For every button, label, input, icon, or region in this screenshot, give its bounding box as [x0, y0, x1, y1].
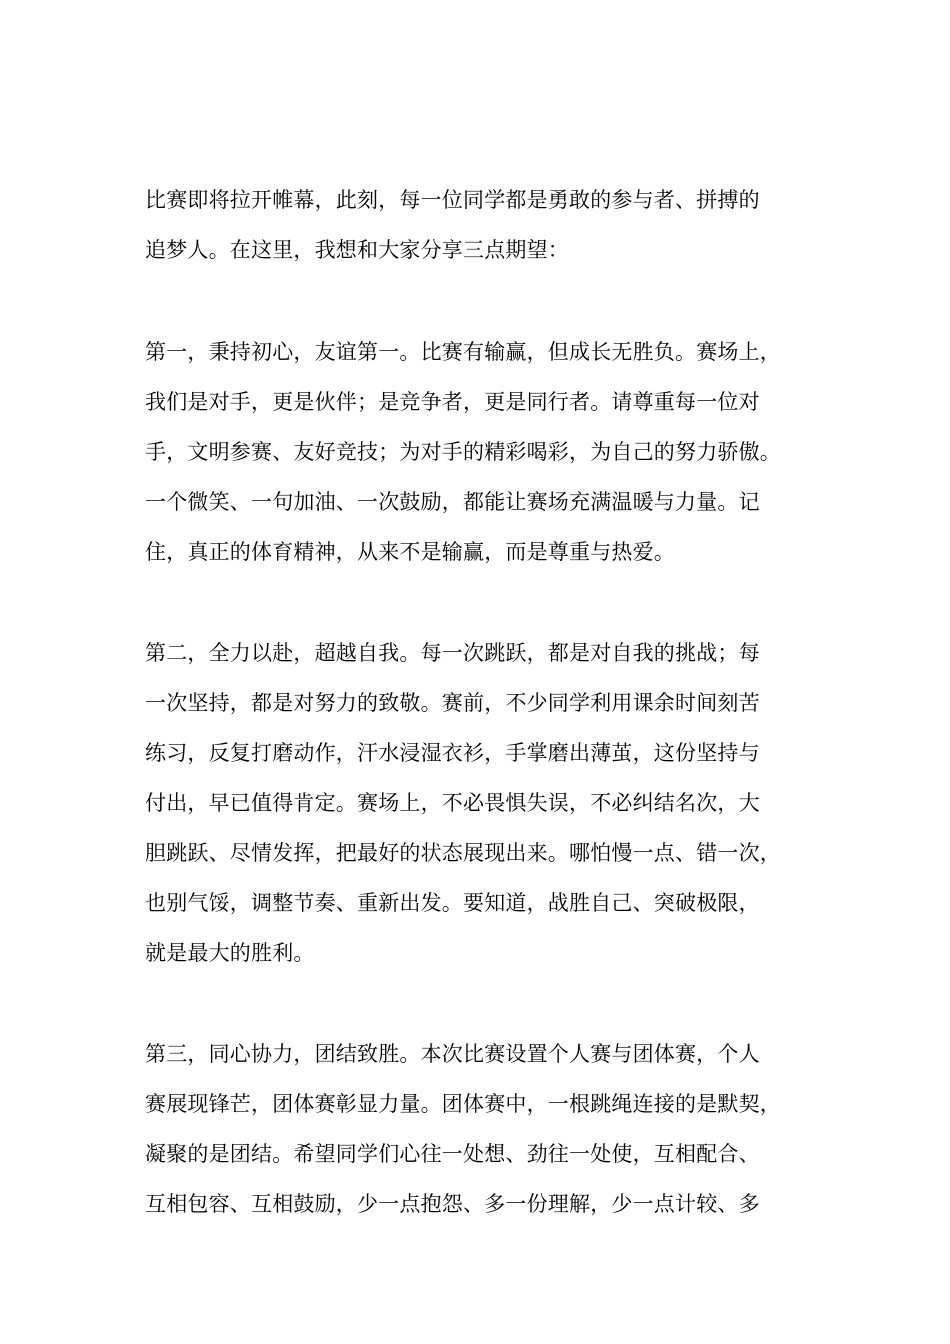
text-line: 一次坚持，都是对努力的致敬。赛前，不少同学利用课余时间刻苦 [145, 691, 760, 715]
paragraph-point-one [145, 327, 825, 577]
paragraph-intro [145, 175, 825, 275]
text-line: 凝聚的是团结。希望同学们心往一处想、劲往一处使，互相配合、 [145, 1142, 760, 1166]
text-line: 第二，全力以赴，超越自我。每一次跳跃，都是对自我的挑战；每 [145, 641, 760, 665]
text-line: 胆跳跃、尽情发挥，把最好的状态展现出来。哪怕慢一点、错一次， [145, 841, 781, 865]
text-line: 就是最大的胜利。 [145, 941, 315, 965]
text-line: 也别气馁，调整节奏、重新出发。要知道，战胜自己、突破极限， [145, 891, 760, 915]
text-line: 追梦人。在这里，我想和大家分享三点期望： [145, 238, 569, 262]
text-line: 比赛即将拉开帷幕，此刻，每一位同学都是勇敢的参与者、拼搏的 [145, 188, 760, 212]
text-line: 一个微笑、一句加油、一次鼓励，都能让赛场充满温暖与力量。记 [145, 490, 760, 514]
text-line: 手，文明参赛、友好竞技；为对手的精彩喝彩，为自己的努力骄傲。 [145, 440, 781, 464]
paragraph-point-three [145, 1029, 825, 1229]
text-line: 我们是对手，更是伙伴；是竞争者，更是同行者。请尊重每一位对 [145, 390, 760, 414]
text-line: 互相包容、互相鼓励，少一点抱怨、多一份理解，少一点计较、多 [145, 1192, 760, 1216]
text-line: 练习，反复打磨动作，汗水浸湿衣衫，手掌磨出薄茧，这份坚持与 [145, 741, 760, 765]
text-line: 第一，秉持初心，友谊第一。比赛有输赢，但成长无胜负。赛场上， [145, 340, 781, 364]
paragraph-point-two [145, 628, 825, 978]
text-line: 第三，同心协力，团结致胜。本次比赛设置个人赛与团体赛，个人 [145, 1042, 760, 1066]
text-line: 住，真正的体育精神，从来不是输赢，而是尊重与热爱。 [145, 540, 675, 564]
text-line: 付出，早已值得肯定。赛场上，不必畏惧失误，不必纠结名次，大 [145, 791, 760, 815]
text-line: 赛展现锋芒，团体赛彰显力量。团体赛中，一根跳绳连接的是默契， [145, 1092, 781, 1116]
